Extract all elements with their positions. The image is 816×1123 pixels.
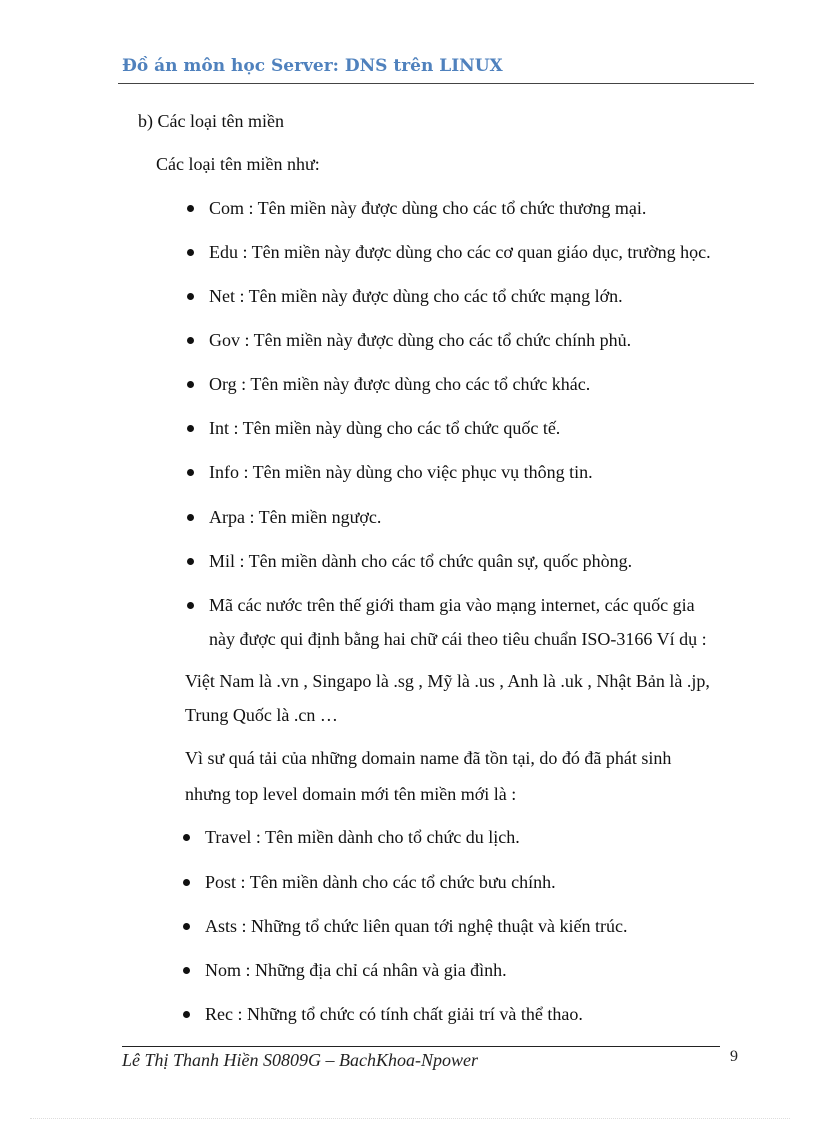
list-item-text: Mil : Tên miền dành cho các tổ chức quân sự, quốc phòng. — [209, 551, 633, 571]
list-item-text: Arpa : Tên miền ngược. — [209, 507, 382, 527]
header-rule — [118, 83, 754, 84]
overload-line-1: Vì sư quá tải của những domain name đã tồn tại, do đó đã phát sinh — [185, 748, 672, 768]
list-item-text: Rec : Những tổ chức có tính chất giải trí và thể thao. — [205, 1004, 583, 1024]
bullet-icon — [187, 337, 194, 344]
list-item-text: Post : Tên miền dành cho các tổ chức bưu chính. — [205, 872, 556, 892]
bullet-icon — [187, 602, 194, 609]
list-item-text: Org : Tên miền này được dùng cho các tổ chức khác. — [209, 374, 591, 394]
list-item-text: Travel : Tên miền dành cho tổ chức du lịch. — [205, 827, 520, 847]
list-item-text: Nom : Những địa chỉ cá nhân và gia đình. — [205, 960, 507, 980]
footer-rule — [122, 1046, 720, 1047]
bullet-icon — [183, 834, 190, 841]
section-intro: Các loại tên miền như: — [156, 154, 320, 174]
list-item-text: Int : Tên miền này dùng cho các tổ chức quốc tế. — [209, 418, 561, 438]
list-item-text: Edu : Tên miền này được dùng cho các cơ quan giáo dục, trường học. — [209, 242, 711, 262]
bullet-icon — [183, 923, 190, 930]
bullet-icon — [187, 469, 194, 476]
overload-line-2: nhưng top level domain mới tên miền mới là : — [185, 784, 517, 804]
bullet-icon — [187, 425, 194, 432]
list-item-text: Gov : Tên miền này được dùng cho các tổ chức chính phủ. — [209, 330, 632, 350]
section-heading: b) Các loại tên miền — [138, 111, 284, 131]
list-item-text: Asts : Những tổ chức liên quan tới nghệ thuật và kiến trúc. — [205, 916, 628, 936]
list-item-text: Net : Tên miền này được dùng cho các tổ chức mạng lớn. — [209, 286, 623, 306]
list-item-text: Mã các nước trên thế giới tham gia vào mạng internet, các quốc gia — [209, 595, 695, 615]
list-item-text: Com : Tên miền này được dùng cho các tổ chức thương mại. — [209, 198, 647, 218]
header-title: Đồ án môn học Server: DNS trên LINUX — [122, 56, 503, 76]
page-edge-divider — [30, 1118, 790, 1119]
list-item-text: Info : Tên miền này dùng cho việc phục vụ thông tin. — [209, 462, 593, 482]
page-number: 9 — [730, 1048, 738, 1065]
bullet-icon — [187, 293, 194, 300]
examples-line-1: Việt Nam là .vn , Singapo là .sg , Mỹ là .us , Anh là .uk , Nhật Bản là .jp, — [185, 671, 710, 691]
bullet-icon — [183, 967, 190, 974]
bullet-icon — [187, 205, 194, 212]
list-item-text-continued: này được qui định bằng hai chữ cái theo tiêu chuẩn ISO-3166 Ví dụ : — [209, 629, 707, 649]
bullet-icon — [187, 514, 194, 521]
bullet-icon — [187, 558, 194, 565]
bullet-icon — [183, 1011, 190, 1018]
bullet-icon — [187, 249, 194, 256]
bullet-icon — [183, 879, 190, 886]
footer-author: Lê Thị Thanh Hiền S0809G – BachKhoa-Npower — [122, 1050, 479, 1070]
bullet-icon — [187, 381, 194, 388]
examples-line-2: Trung Quốc là .cn … — [185, 705, 338, 725]
